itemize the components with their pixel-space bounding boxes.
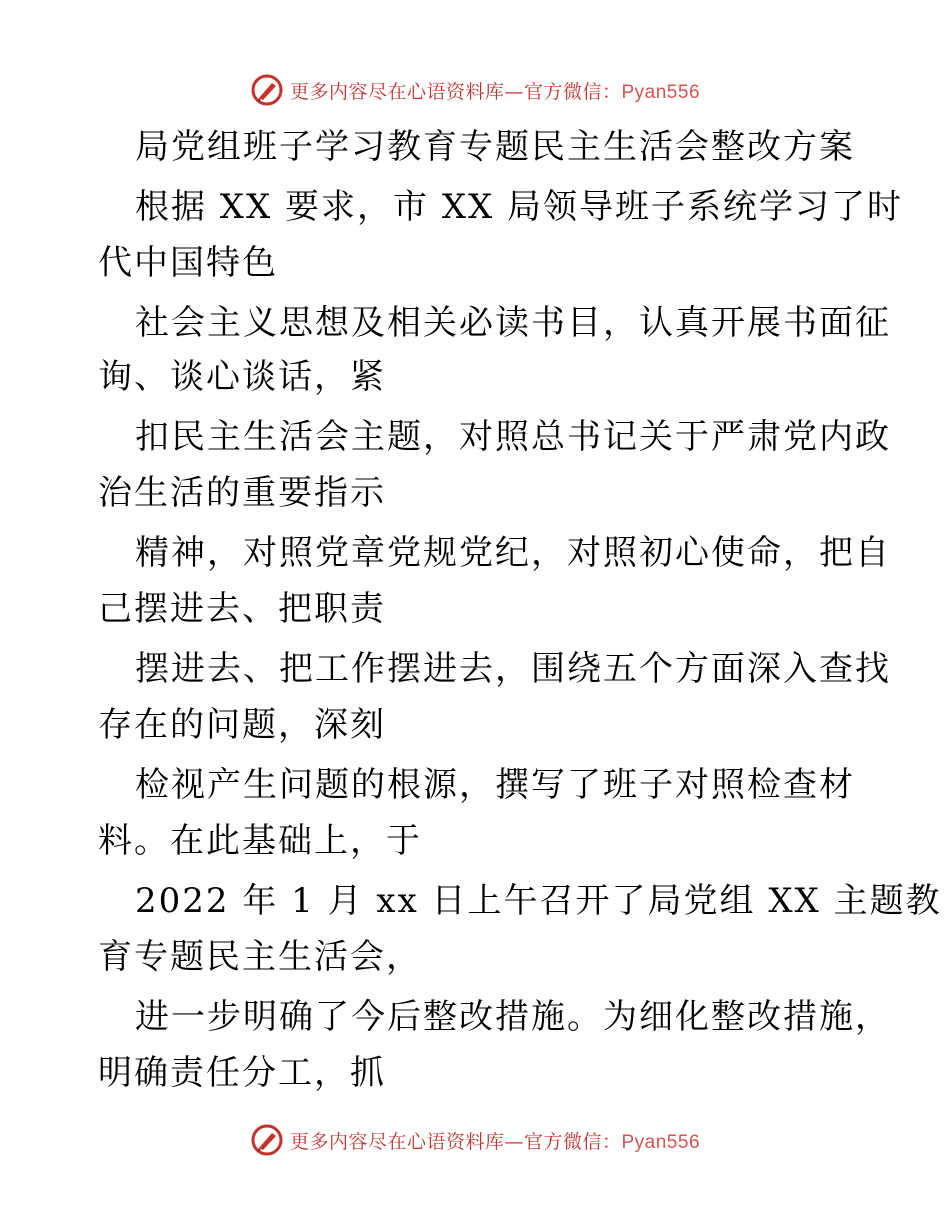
text-line-12: 料。在此基础上，于 — [98, 821, 422, 861]
watermark-contact: 官方微信： — [523, 80, 622, 103]
text-line-9: 摆进去、把工作摆进去，围绕五个方面深入查找 — [135, 649, 891, 689]
watermark-handle: Pyan556 — [621, 81, 701, 103]
text-line-2: 代中国特色 — [98, 243, 278, 283]
text-line-14: 育专题民主生活会， — [98, 937, 422, 977]
watermark-slogan: 更多内容尽在心语资料库 — [289, 80, 505, 103]
text-line-1: 根据 XX 要求，市 XX 局领导班子系统学习了时 — [135, 187, 904, 227]
text-line-15: 进一步明确了今后整改措施。为细化整改措施， — [135, 997, 891, 1037]
watermark-separator: — — [504, 1130, 524, 1153]
text-line-13: 2022 年 1 月 xx 日上午召开了局党组 XX 主题教 — [135, 881, 942, 921]
text-line-16: 明确责任分工，抓 — [98, 1053, 386, 1093]
watermark-handle: Pyan556 — [621, 1131, 701, 1153]
document-title: 局党组班子学习教育专题民主生活会整改方案 — [135, 127, 855, 167]
pen-logo-icon — [250, 1123, 284, 1157]
text-line-10: 存在的问题，深刻 — [98, 705, 386, 745]
watermark-slogan: 更多内容尽在心语资料库 — [289, 1130, 505, 1153]
watermark-separator: — — [504, 80, 524, 103]
text-line-6: 治生活的重要指示 — [98, 473, 386, 513]
watermark-contact: 官方微信： — [523, 1130, 622, 1153]
watermark-text — [290, 1127, 700, 1154]
text-line-5: 扣民主生活会主题，对照总书记关于严肃党内政 — [135, 417, 891, 457]
footer-watermark — [0, 1120, 950, 1160]
text-line-4: 询、谈心谈话，紧 — [98, 357, 386, 397]
text-line-8: 己摆进去、把职责 — [98, 589, 386, 629]
text-line-3: 社会主义思想及相关必读书目，认真开展书面征 — [135, 303, 891, 343]
text-line-7: 精神，对照党章党规党纪，对照初心使命，把自 — [135, 533, 891, 573]
text-line-11: 检视产生问题的根源，撰写了班子对照检查材 — [135, 765, 855, 805]
